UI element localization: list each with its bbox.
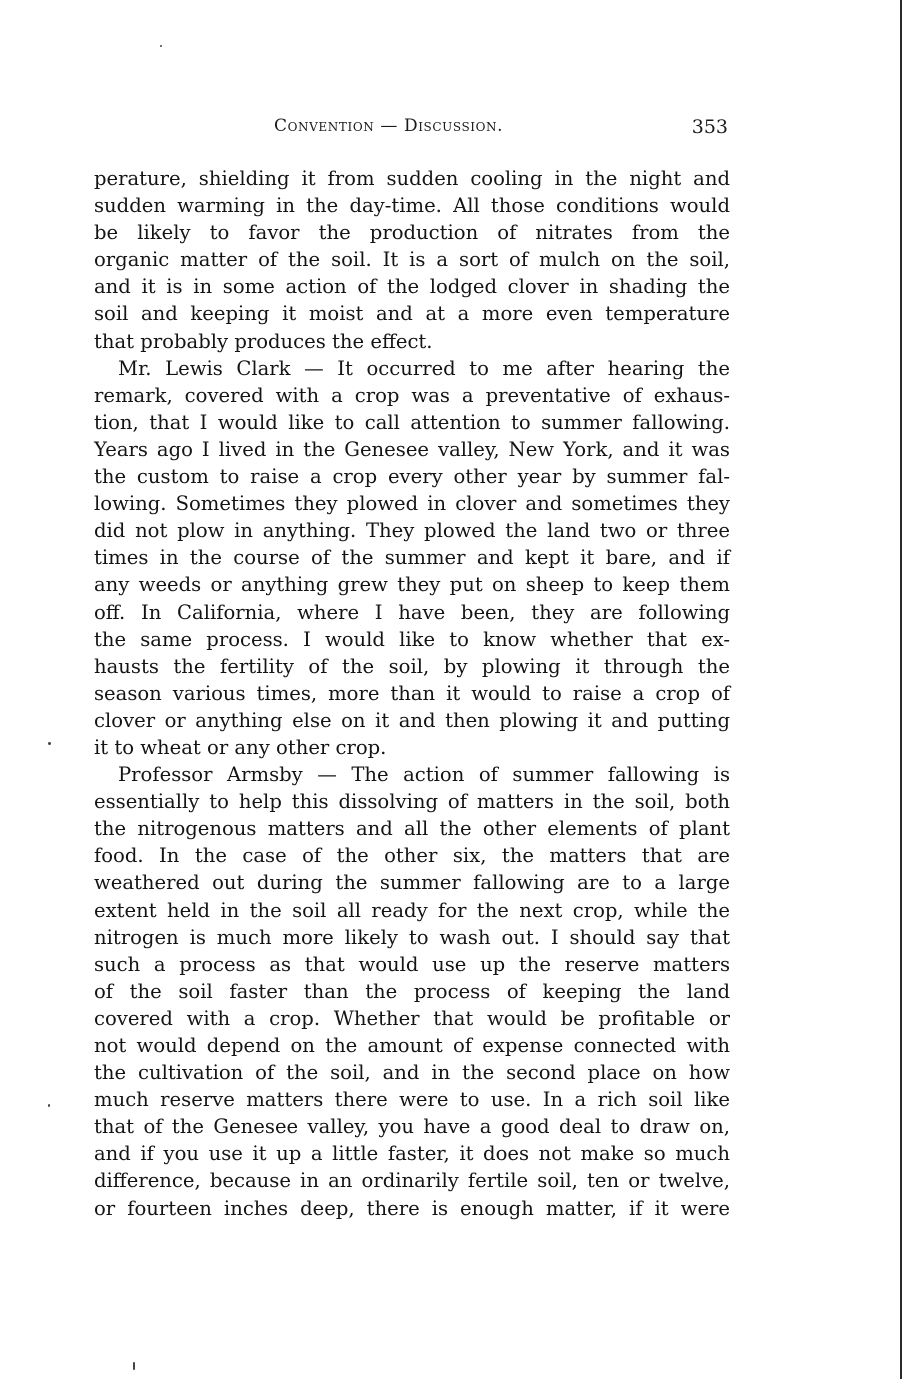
paragraph xyxy=(94,355,730,761)
running-head xyxy=(92,116,728,142)
scan-speck xyxy=(48,1104,50,1107)
text-line: any weeds or anything grew they put on sheep to keep them xyxy=(94,573,730,597)
text-line: remark, covered with a crop was a preventative of exhaus- xyxy=(94,383,730,407)
text-line: that probably produces the effect. xyxy=(94,329,433,353)
text-line: food. In the case of the other six, the matters that are xyxy=(94,844,730,868)
text-line: Mr. Lewis Clark — It occurred to me after hearing the xyxy=(118,356,730,380)
text-line: hausts the fertility of the soil, by plowing it through the xyxy=(94,654,730,678)
text-line: nitrogen is much more likely to wash out. I should say that xyxy=(94,925,730,949)
text-line: it to wheat or any other crop. xyxy=(94,735,387,759)
text-line: lowing. Sometimes they plowed in clover and sometimes they xyxy=(94,492,730,516)
text-line: soil and keeping it moist and at a more even temperature xyxy=(94,302,730,326)
text-line: much reserve matters there were to use. In a rich soil like xyxy=(94,1088,730,1112)
paragraph xyxy=(94,165,730,355)
body-text xyxy=(94,165,730,1222)
scan-speck xyxy=(133,1362,135,1370)
text-line: weathered out during the summer fallowing are to a large xyxy=(94,871,730,895)
text-line: the nitrogenous matters and all the other elements of plant xyxy=(94,817,730,841)
text-line: essentially to help this dissolving of matters in the soil, both xyxy=(94,790,730,814)
page-number: 353 xyxy=(691,116,728,138)
text-line: and it is in some action of the lodged clover in shading the xyxy=(94,275,730,299)
text-line: tion, that I would like to call attention to summer fallowing. xyxy=(94,410,730,434)
scan-speck xyxy=(160,45,162,47)
text-line: covered with a crop. Whether that would be profitable or xyxy=(94,1006,730,1030)
text-line: perature, shielding it from sudden cooling in the night and xyxy=(94,167,730,190)
text-line: times in the course of the summer and kept it bare, and if xyxy=(94,546,730,570)
text-line: off. In California, where I have been, they are following xyxy=(94,600,730,624)
paragraph xyxy=(94,761,730,1222)
text-line: clover or anything else on it and then plowing it and putting xyxy=(94,708,730,732)
text-line: sudden warming in the day-time. All those conditions would xyxy=(94,194,730,218)
running-title: Convention — Discussion. xyxy=(274,116,504,136)
text-line: organic matter of the soil. It is a sort of mulch on the soil, xyxy=(94,248,730,272)
text-line: or fourteen inches deep, there is enough matter, if it were xyxy=(94,1196,730,1220)
scan-speck xyxy=(48,742,51,745)
text-line: Years ago I lived in the Genesee valley, New York, and it was xyxy=(94,437,730,461)
text-line: of the soil faster than the process of keeping the land xyxy=(94,979,730,1003)
text-line: extent held in the soil all ready for the next crop, while the xyxy=(94,898,730,922)
text-line: season various times, more than it would to raise a crop of xyxy=(94,681,730,705)
text-line: the cultivation of the soil, and in the second place on how xyxy=(94,1061,730,1085)
text-line: difference, because in an ordinarily fertile soil, ten or twelve, xyxy=(94,1169,730,1193)
text-line: and if you use it up a little faster, it does not make so much xyxy=(94,1142,730,1166)
text-line: the same process. I would like to know whether that ex- xyxy=(94,627,730,651)
text-line: be likely to favor the production of nitrates from the xyxy=(94,221,730,245)
text-line: did not plow in anything. They plowed the land two or three xyxy=(94,519,730,543)
text-line: not would depend on the amount of expense connected with xyxy=(94,1034,730,1057)
page-edge-rule xyxy=(900,0,902,1379)
text-line: the custom to raise a crop every other year by summer fal- xyxy=(94,465,730,489)
text-line: Professor Armsby — The action of summer fallowing is xyxy=(118,763,730,787)
text-line: such a process as that would use up the reserve matters xyxy=(94,952,730,976)
text-line: that of the Genesee valley, you have a good deal to draw on, xyxy=(94,1115,730,1139)
